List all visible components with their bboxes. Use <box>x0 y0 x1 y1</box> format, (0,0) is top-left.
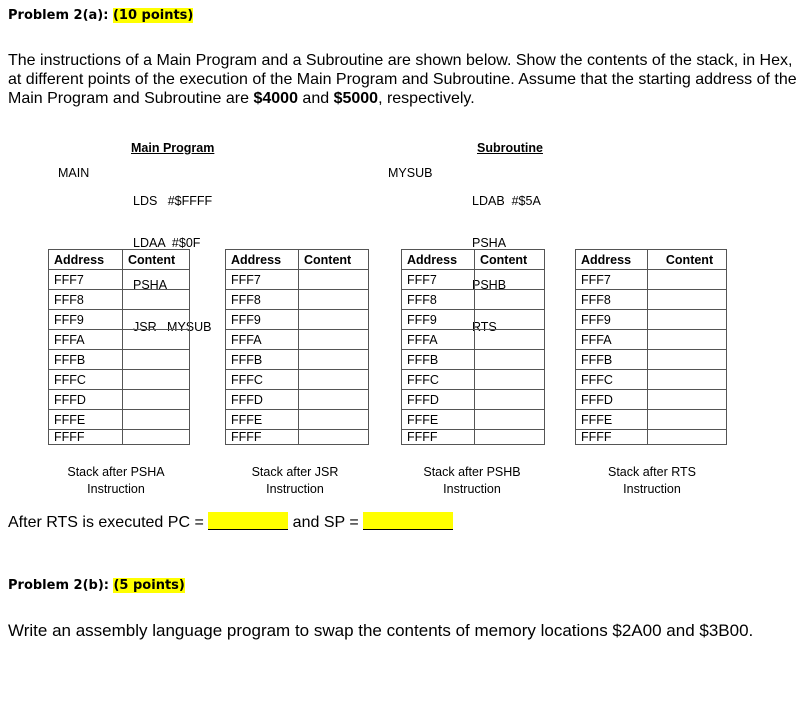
stack-table <box>225 249 369 445</box>
problem-2b-heading <box>8 578 185 593</box>
content-cell[interactable] <box>123 290 190 310</box>
content-cell[interactable] <box>648 290 727 310</box>
sp-answer-field[interactable] <box>363 512 453 530</box>
table-row <box>402 330 545 350</box>
address-cell: FFF7 <box>49 270 123 290</box>
table-row <box>402 370 545 390</box>
content-cell[interactable] <box>123 310 190 330</box>
content-cell[interactable] <box>123 430 190 445</box>
problem-2b-label: Problem 2(b): <box>8 578 109 593</box>
table-row <box>49 290 190 310</box>
address-cell: FFFA <box>49 330 123 350</box>
caption-line: Stack after PSHA <box>67 465 165 479</box>
problem-2a-label: Problem 2(a): <box>8 8 109 23</box>
address-cell: FFF9 <box>576 310 648 330</box>
pc-answer-field[interactable] <box>208 512 288 530</box>
code-line: LDAA #$0F <box>133 236 201 250</box>
code-line: LDS #$FFFF <box>133 194 213 208</box>
address-cell: FFFD <box>576 390 648 410</box>
address-column-header: Address <box>402 250 475 270</box>
table-row <box>226 290 369 310</box>
stack-table <box>575 249 727 445</box>
address-column-header: Address <box>576 250 648 270</box>
address-cell: FFF8 <box>576 290 648 310</box>
code-line: LDAB #$5A <box>472 194 541 208</box>
content-cell[interactable] <box>123 410 190 430</box>
sub-start-address: $5000 <box>333 90 379 107</box>
table-row <box>49 350 190 370</box>
address-cell: FFFF <box>226 430 299 445</box>
address-cell: FFFE <box>402 410 475 430</box>
caption-line: Instruction <box>87 482 145 496</box>
address-column-header: Address <box>226 250 299 270</box>
table-row <box>576 330 727 350</box>
content-cell[interactable] <box>299 370 369 390</box>
address-cell: FFFC <box>49 370 123 390</box>
content-cell[interactable] <box>299 430 369 445</box>
content-cell[interactable] <box>475 390 545 410</box>
table-header-row <box>49 250 190 270</box>
address-cell: FFFF <box>49 430 123 445</box>
content-cell[interactable] <box>299 290 369 310</box>
table-caption <box>392 464 552 498</box>
content-column-header: Content <box>123 250 190 270</box>
main-label: MAIN <box>58 166 90 180</box>
address-cell: FFFD <box>49 390 123 410</box>
table-row <box>576 350 727 370</box>
caption-line: Instruction <box>443 482 501 496</box>
content-cell[interactable] <box>648 370 727 390</box>
code-line: PSHA <box>472 236 507 250</box>
table-row <box>402 410 545 430</box>
table-row <box>226 430 369 445</box>
address-cell: FFFE <box>576 410 648 430</box>
description-and: and <box>297 90 334 107</box>
content-cell[interactable] <box>123 370 190 390</box>
table-row <box>576 410 727 430</box>
code-line: PSHA <box>133 278 168 292</box>
address-cell: FFFB <box>402 350 475 370</box>
address-cell: FFFF <box>576 430 648 445</box>
table-row <box>226 330 369 350</box>
address-cell: FFFD <box>226 390 299 410</box>
caption-line: Instruction <box>266 482 324 496</box>
main-program-title: Main Program <box>131 141 215 155</box>
table-row <box>226 370 369 390</box>
content-cell[interactable] <box>123 330 190 350</box>
table-caption <box>215 464 375 498</box>
table-row <box>226 270 369 290</box>
address-cell: FFF8 <box>49 290 123 310</box>
table-row <box>402 430 545 445</box>
address-cell: FFF9 <box>402 310 475 330</box>
address-cell: FFFC <box>226 370 299 390</box>
problem-2a-points: (10 points) <box>112 8 194 23</box>
address-cell: FFFB <box>226 350 299 370</box>
content-cell[interactable] <box>299 410 369 430</box>
table-row <box>402 270 545 290</box>
content-cell[interactable] <box>475 350 545 370</box>
table-row <box>576 430 727 445</box>
caption-line: Instruction <box>623 482 681 496</box>
caption-line: Stack after RTS <box>608 465 696 479</box>
address-cell: FFFE <box>49 410 123 430</box>
address-cell: FFF9 <box>49 310 123 330</box>
address-cell: FFF7 <box>402 270 475 290</box>
table-row <box>576 270 727 290</box>
table-row <box>226 410 369 430</box>
content-cell[interactable] <box>299 330 369 350</box>
code-line: RTS <box>472 320 497 334</box>
problem-2a-heading <box>8 8 193 23</box>
table-row <box>402 350 545 370</box>
content-cell[interactable] <box>123 270 190 290</box>
table-header-row <box>402 250 545 270</box>
address-cell: FFFB <box>576 350 648 370</box>
address-cell: FFFC <box>402 370 475 390</box>
table-row <box>49 310 190 330</box>
after-rts-pc-text: After RTS is executed PC = <box>8 514 209 531</box>
address-cell: FFF7 <box>226 270 299 290</box>
after-rts-sp-text: and SP = <box>288 514 364 531</box>
content-cell[interactable] <box>648 310 727 330</box>
address-cell: FFF8 <box>402 290 475 310</box>
address-cell: FFFD <box>402 390 475 410</box>
table-row <box>49 410 190 430</box>
table-row <box>49 430 190 445</box>
content-cell[interactable] <box>475 270 545 290</box>
table-row <box>576 310 727 330</box>
address-cell: FFFA <box>402 330 475 350</box>
address-cell: FFF8 <box>226 290 299 310</box>
main-start-address: $4000 <box>253 90 298 107</box>
content-column-header: Content <box>299 250 369 270</box>
stack-table <box>401 249 545 445</box>
table-row <box>226 390 369 410</box>
problem-2b-points: (5 points) <box>113 578 185 593</box>
description-text: The instructions of a Main Program and a Subroutine are shown below. Show the contents of the stack, in Hex, at different points of the execution of the Main Program and Subroutine. Assume that the starting address of the Main Program and Subroutine are <box>8 52 797 107</box>
content-column-header: Content <box>648 250 727 270</box>
description-end: , respectively. <box>378 90 475 107</box>
stack-table <box>48 249 190 445</box>
address-cell: FFFC <box>576 370 648 390</box>
table-row <box>49 370 190 390</box>
address-column-header: Address <box>49 250 123 270</box>
content-cell[interactable] <box>299 270 369 290</box>
content-cell[interactable] <box>648 410 727 430</box>
table-header-row <box>226 250 369 270</box>
content-cell[interactable] <box>299 390 369 410</box>
table-header-row <box>576 250 727 270</box>
content-cell[interactable] <box>648 430 727 445</box>
content-cell[interactable] <box>475 430 545 445</box>
content-cell[interactable] <box>299 310 369 330</box>
problem-2a-description <box>8 51 800 108</box>
caption-line: Stack after JSR <box>251 465 339 479</box>
content-cell[interactable] <box>123 390 190 410</box>
content-cell[interactable] <box>123 350 190 370</box>
table-row <box>402 390 545 410</box>
content-cell[interactable] <box>648 390 727 410</box>
content-cell[interactable] <box>475 330 545 350</box>
table-caption <box>36 464 196 498</box>
content-cell[interactable] <box>648 270 727 290</box>
content-cell[interactable] <box>475 370 545 390</box>
address-cell: FFFA <box>226 330 299 350</box>
content-cell[interactable] <box>648 330 727 350</box>
code-line: PSHB <box>472 278 507 292</box>
content-cell[interactable] <box>299 350 369 370</box>
address-cell: FFFB <box>49 350 123 370</box>
address-cell: FFFA <box>576 330 648 350</box>
table-row <box>576 390 727 410</box>
address-cell: FFF7 <box>576 270 648 290</box>
address-cell: FFF9 <box>226 310 299 330</box>
content-cell[interactable] <box>475 290 545 310</box>
content-cell[interactable] <box>475 310 545 330</box>
mysub-label: MYSUB <box>388 166 433 180</box>
table-row <box>576 290 727 310</box>
table-row <box>49 270 190 290</box>
table-row <box>402 290 545 310</box>
table-caption <box>572 464 732 498</box>
address-cell: FFFE <box>226 410 299 430</box>
code-line: JSR MYSUB <box>133 320 212 334</box>
table-row <box>226 350 369 370</box>
subroutine-title: Subroutine <box>477 141 543 155</box>
table-row <box>226 310 369 330</box>
address-cell: FFFF <box>402 430 475 445</box>
table-row <box>49 390 190 410</box>
content-cell[interactable] <box>475 410 545 430</box>
content-column-header: Content <box>475 250 545 270</box>
table-row <box>49 330 190 350</box>
table-row <box>576 370 727 390</box>
table-row <box>402 310 545 330</box>
caption-line: Stack after PSHB <box>423 465 521 479</box>
after-rts-line <box>8 512 453 532</box>
content-cell[interactable] <box>648 350 727 370</box>
problem-2b-description: Write an assembly language program to swap the contents of memory locations $2A00 and $3B00. <box>8 621 754 640</box>
